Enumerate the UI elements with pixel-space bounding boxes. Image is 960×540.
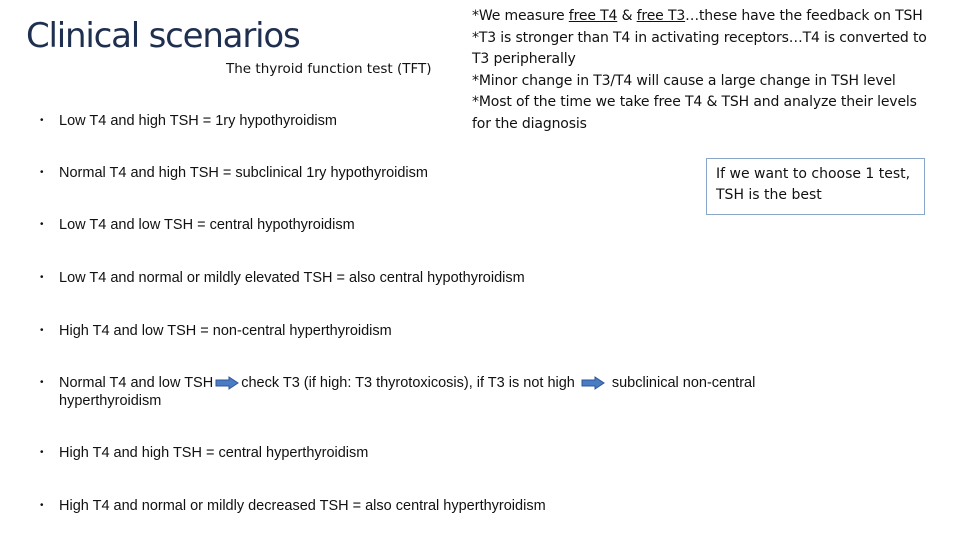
note-line-1 bbox=[472, 6, 958, 28]
bullet-text: Low T4 and normal or mildly elevated TSH = also central hypothyroidism bbox=[59, 270, 525, 286]
bullet-dot: • bbox=[40, 272, 44, 283]
bullet-text: High T4 and high TSH = central hyperthyroidism bbox=[59, 445, 369, 461]
bullet-text-part-1: Normal T4 and low TSH bbox=[59, 375, 214, 391]
note-line-2: *T3 is stronger than T4 in activating receptors…T4 is converted to bbox=[472, 29, 927, 46]
right-arrow-icon bbox=[215, 376, 239, 390]
note-text: …these have the feedback on TSH bbox=[685, 8, 923, 24]
bullet-dot: • bbox=[40, 447, 44, 458]
bullet-text: High T4 and low TSH = non-central hyperthyroidism bbox=[59, 323, 392, 339]
bullet-dot: • bbox=[40, 325, 44, 336]
note-line-4: *Minor change in T3/T4 will cause a large change in TSH level bbox=[472, 72, 896, 89]
bullet-item bbox=[40, 112, 337, 130]
bullet-dot: • bbox=[40, 115, 44, 126]
slide-title: Clinical scenarios bbox=[26, 16, 300, 56]
bullet-text: Low T4 and low TSH = central hypothyroidism bbox=[59, 217, 355, 233]
bullet-text: High T4 and normal or mildly decreased TSH = also central hyperthyroidism bbox=[59, 498, 546, 514]
tsh-callout-box bbox=[706, 158, 925, 215]
bullet-text bbox=[59, 374, 755, 392]
notes-block bbox=[472, 6, 958, 135]
free-t3-underlined: free T3 bbox=[636, 8, 686, 24]
free-t4-underlined: free T4 bbox=[568, 8, 618, 24]
note-line-6: for the diagnosis bbox=[472, 115, 587, 132]
bullet-dot: • bbox=[40, 500, 44, 511]
bullet-item bbox=[40, 444, 369, 462]
bullet-item bbox=[40, 374, 756, 410]
bullet-text: Normal T4 and high TSH = subclinical 1ry hypothyroidism bbox=[59, 165, 428, 181]
bullet-item bbox=[40, 497, 546, 515]
note-text: & bbox=[617, 8, 637, 24]
bullet-dot: • bbox=[40, 377, 44, 388]
right-arrow-icon bbox=[581, 376, 605, 390]
bullet-text-part-3: subclinical non-central bbox=[611, 375, 756, 391]
note-line-3: T3 peripherally bbox=[472, 51, 576, 67]
bullet-text: Low T4 and high TSH = 1ry hypothyroidism bbox=[59, 113, 337, 129]
bullet-dot: • bbox=[40, 167, 44, 178]
bullet-text-part-2: check T3 (if high: T3 thyrotoxicosis), if T3 is not high bbox=[241, 375, 575, 391]
callout-line-2: TSH is the best bbox=[716, 187, 822, 203]
note-line-5: *Most of the time we take free T4 & TSH and analyze their levels bbox=[472, 94, 917, 110]
bullet-text-continuation: hyperthyroidism bbox=[59, 393, 162, 409]
bullet-dot: • bbox=[40, 219, 44, 230]
note-text: *We measure bbox=[472, 8, 569, 24]
bullet-item bbox=[40, 216, 355, 234]
slide-subtitle: The thyroid function test (TFT) bbox=[226, 61, 432, 77]
bullet-item bbox=[40, 164, 428, 182]
callout-line-1: If we want to choose 1 test, bbox=[716, 166, 911, 182]
bullet-item bbox=[40, 269, 525, 287]
bullet-item bbox=[40, 322, 392, 340]
